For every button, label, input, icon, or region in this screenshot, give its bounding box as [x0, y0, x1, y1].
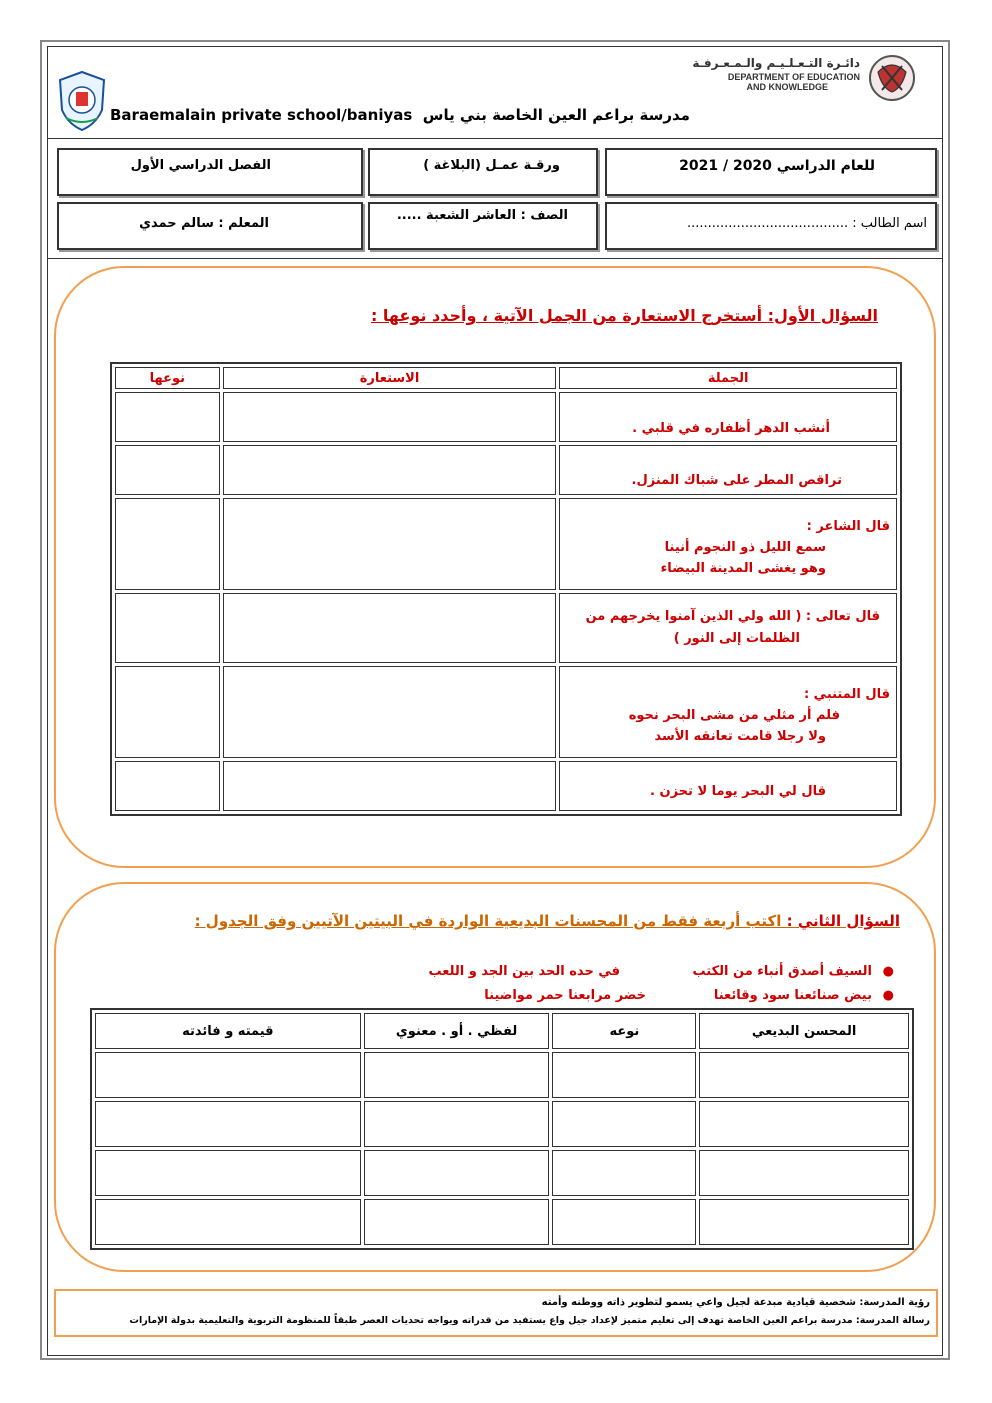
school-name — [110, 106, 690, 124]
table-row — [95, 1101, 909, 1147]
question-1-title — [371, 306, 878, 325]
student-box[interactable] — [605, 202, 937, 250]
header-device-type: نوعه — [552, 1013, 696, 1049]
table-row — [95, 1052, 909, 1098]
verse-2-first-hemistich: بيض صنائعنا سود وقائعنا — [713, 988, 872, 1003]
sentence-cell — [559, 445, 897, 495]
teacher-box — [57, 202, 363, 250]
type-answer-cell[interactable] — [115, 761, 220, 811]
answer-cell[interactable] — [699, 1052, 909, 1098]
sentence-line: تراقص المطر على شباك المنزل. — [631, 472, 842, 488]
sentence-cell — [559, 666, 897, 758]
rhetoric-table — [90, 1008, 914, 1250]
answer-cell[interactable] — [552, 1052, 696, 1098]
header-sentence: الجملة — [559, 367, 897, 389]
answer-cell[interactable] — [699, 1150, 909, 1196]
worksheet-title: ورقـة عمـل (البلاغة ) — [423, 158, 560, 173]
answer-cell[interactable] — [95, 1150, 361, 1196]
answer-cell[interactable] — [95, 1199, 361, 1245]
table-row — [115, 498, 897, 590]
type-answer-cell[interactable] — [115, 593, 220, 663]
school-name-en: Baraemalain private school/baniyas — [110, 106, 413, 124]
metaphor-answer-cell[interactable] — [223, 593, 557, 663]
sentence-cell — [559, 498, 897, 590]
sentence-line: أنشب الدهر أظفاره في قلبي . — [632, 420, 830, 436]
question-2-title — [195, 912, 900, 930]
verse-1-second-hemistich: في حده الحد بين الجد و اللعب — [428, 964, 620, 979]
answer-cell[interactable] — [552, 1199, 696, 1245]
department-line-1: DEPARTMENT OF EDUCATION — [727, 72, 860, 82]
answer-cell[interactable] — [552, 1101, 696, 1147]
table-row — [115, 761, 897, 811]
metaphor-answer-cell[interactable] — [223, 761, 557, 811]
sentence-line: قال المتنبي : — [803, 686, 890, 702]
metaphor-table — [110, 362, 902, 816]
department-name-ar: دائـرة التـعـلـيـم والـمـعـرفـة — [692, 56, 860, 70]
header-value: قيمته و فائدته — [95, 1013, 361, 1049]
answer-cell[interactable] — [95, 1052, 361, 1098]
verse-2 — [352, 984, 894, 1008]
footer-box — [54, 1289, 938, 1337]
metaphor-answer-cell[interactable] — [223, 392, 557, 442]
table-row — [115, 593, 897, 663]
type-answer-cell[interactable] — [115, 498, 220, 590]
student-name-field[interactable]: اسم الطالب : ....................................... — [686, 216, 927, 231]
metaphor-answer-cell[interactable] — [223, 445, 557, 495]
type-answer-cell[interactable] — [115, 392, 220, 442]
sentence-line: قال لي البحر يوما لا تحزن . — [650, 783, 826, 799]
table-row — [95, 1199, 909, 1245]
answer-cell[interactable] — [699, 1199, 909, 1245]
table-row — [95, 1150, 909, 1196]
answer-cell[interactable] — [364, 1052, 550, 1098]
type-answer-cell[interactable] — [115, 666, 220, 758]
answer-cell[interactable] — [699, 1101, 909, 1147]
teacher-label: المعلم : سالم حمدي — [139, 216, 269, 231]
department-emblem — [864, 52, 920, 104]
sentence-line: سمع الليل ذو النجوم أنينا — [664, 539, 826, 555]
table-row — [115, 392, 897, 442]
verse-1 — [352, 960, 894, 984]
department-name-en — [660, 72, 860, 92]
table-row — [115, 445, 897, 495]
school-name-ar: مدرسة براعم العين الخاصة بني ياس — [422, 106, 690, 124]
verse-1-first-hemistich: السيف أصدق أنباء من الكتب — [692, 964, 872, 979]
metaphor-answer-cell[interactable] — [223, 498, 557, 590]
sentence-line: قال الشاعر : — [806, 518, 890, 534]
sentence-line: الظلمات إلى النور ) — [673, 631, 800, 646]
sentence-line: ولا رجلا قامت تعانقه الأسد — [654, 728, 826, 744]
question-1-label: السؤال الأول: — [767, 306, 878, 325]
year-label: للعام الدراسي 2020 / 2021 — [679, 158, 875, 174]
answer-cell[interactable] — [552, 1150, 696, 1196]
school-logo — [56, 70, 108, 132]
header-type: نوعها — [115, 367, 220, 389]
grade-box — [368, 202, 598, 250]
year-box — [605, 148, 937, 196]
header-metaphor: الاستعارة — [223, 367, 557, 389]
answer-cell[interactable] — [364, 1199, 550, 1245]
header-device: المحسن البديعي — [699, 1013, 909, 1049]
metaphor-answer-cell[interactable] — [223, 666, 557, 758]
question-2-label: السؤال الثاني : — [786, 912, 900, 930]
worksheet-box — [368, 148, 598, 196]
question-1-text: أستخرج الاستعارة من الجمل الآتية ، وأحدد نوعها : — [370, 306, 768, 325]
sentence-line: وهو يغشى المدينة البيضاء — [660, 560, 826, 576]
semester-label: الفصل الدراسي الأول — [130, 158, 271, 173]
school-vision: رؤية المدرسة: شخصية قيادية مبدعة لجيل واعي يسمو لتطوير ذاته ووطنه وأمته — [541, 1297, 930, 1308]
table-header-row — [95, 1013, 909, 1049]
sentence-cell — [559, 761, 897, 811]
type-answer-cell[interactable] — [115, 445, 220, 495]
grade-label: الصف : العاشر الشعبة ..... — [396, 208, 568, 223]
answer-cell[interactable] — [364, 1101, 550, 1147]
header-divider — [48, 138, 942, 139]
bullet-icon: ● — [882, 988, 894, 1003]
department-line-2: AND KNOWLEDGE — [746, 82, 828, 92]
info-divider — [48, 258, 942, 259]
table-header-row — [115, 367, 897, 389]
answer-cell[interactable] — [95, 1101, 361, 1147]
question-2-text: اكتب أربعة فقط من المحسنات البديعية الواردة في البيتين الآتيين وفق الجدول : — [194, 912, 787, 930]
answer-cell[interactable] — [364, 1150, 550, 1196]
school-mission: رسالة المدرسة: مدرسة براعم العين الخاصة تهدف إلى تعليم متميز لإعداد جيل واع يستفيد من قدراته ويواجه تحديات العصر طبقاً للمنظومة التربوية والتعليمية بدولة الإمارات — [129, 1315, 930, 1326]
verses — [352, 960, 894, 1008]
sentence-line: فلم أر مثلي من مشى البحر نحوه — [628, 707, 840, 723]
verse-2-second-hemistich: خضر مرابعنا حمر مواضينا — [484, 988, 646, 1003]
semester-box — [57, 148, 363, 196]
sentence-line: قال تعالى : ( الله ولي الذين آمنوا يخرجهم من — [585, 609, 880, 624]
header-verbal-semantic: لفظي . أو . معنوي — [364, 1013, 550, 1049]
sentence-cell — [559, 392, 897, 442]
sentence-cell — [559, 593, 897, 663]
bullet-icon: ● — [882, 964, 894, 979]
table-row — [115, 666, 897, 758]
